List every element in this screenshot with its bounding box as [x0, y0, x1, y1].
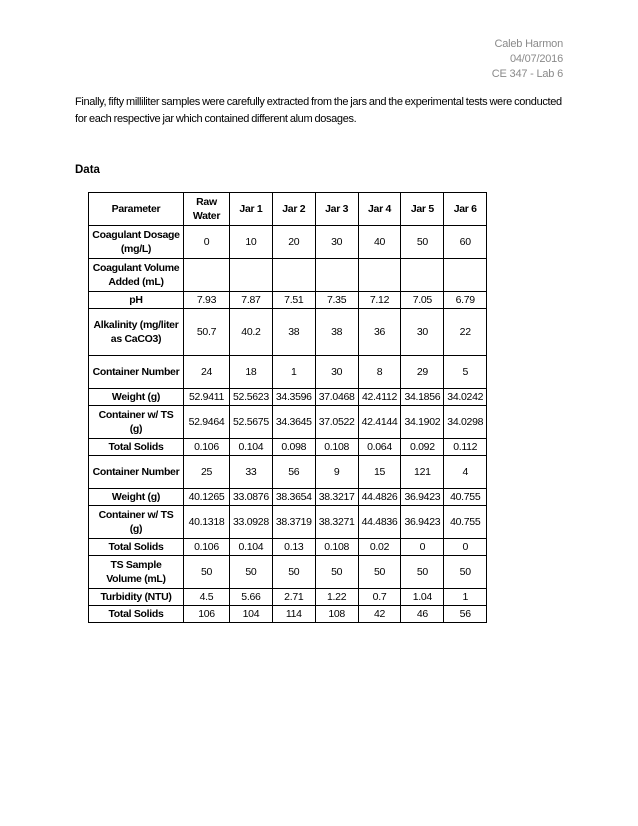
parameter-label: Coagulant Dosage (mg/L)	[89, 226, 184, 259]
value-cell: 33.0876	[230, 489, 273, 506]
value-cell: 56	[444, 606, 487, 623]
value-cell: 34.3645	[272, 406, 315, 439]
value-cell: 30	[315, 356, 358, 389]
value-cell: 37.0468	[315, 389, 358, 406]
value-cell: 0.108	[315, 539, 358, 556]
parameter-label: Total Solids	[89, 539, 184, 556]
value-cell: 60	[444, 226, 487, 259]
header-cell: Jar 6	[444, 193, 487, 226]
value-cell: 0.13	[272, 539, 315, 556]
value-cell: 10	[230, 226, 273, 259]
header-cell: Jar 2	[272, 193, 315, 226]
value-cell: 0	[401, 539, 444, 556]
value-cell: 52.9411	[184, 389, 230, 406]
value-cell: 7.12	[358, 292, 401, 309]
value-cell: 106	[184, 606, 230, 623]
data-table	[88, 192, 487, 623]
header-cell: Jar 4	[358, 193, 401, 226]
value-cell: 36.9423	[401, 506, 444, 539]
header-cell: Jar 3	[315, 193, 358, 226]
value-cell: 50	[401, 226, 444, 259]
value-cell: 38.3654	[272, 489, 315, 506]
value-cell	[444, 259, 487, 292]
value-cell: 52.5675	[230, 406, 273, 439]
value-cell: 0.098	[272, 439, 315, 456]
document-date: 04/07/2016	[509, 53, 563, 65]
value-cell: 4.5	[184, 589, 230, 606]
value-cell: 40.2	[230, 309, 273, 356]
value-cell: 46	[401, 606, 444, 623]
value-cell: 50	[401, 556, 444, 589]
value-cell	[184, 259, 230, 292]
value-cell: 0	[184, 226, 230, 259]
value-cell: 0.104	[230, 439, 273, 456]
value-cell: 30	[401, 309, 444, 356]
value-cell: 8	[358, 356, 401, 389]
value-cell: 4	[444, 456, 487, 489]
value-cell: 0.104	[230, 539, 273, 556]
parameter-label: Container Number	[89, 356, 184, 389]
value-cell: 50	[184, 556, 230, 589]
value-cell: 56	[272, 456, 315, 489]
parameter-label: TS Sample Volume (mL)	[89, 556, 184, 589]
value-cell: 7.05	[401, 292, 444, 309]
parameter-label: Container w/ TS (g)	[89, 406, 184, 439]
value-cell	[230, 259, 273, 292]
table-row	[89, 606, 487, 623]
value-cell: 0.106	[184, 439, 230, 456]
value-cell: 18	[230, 356, 273, 389]
value-cell: 52.9464	[184, 406, 230, 439]
header-cell: Parameter	[89, 193, 184, 226]
value-cell: 42	[358, 606, 401, 623]
value-cell: 33.0928	[230, 506, 273, 539]
value-cell: 1	[444, 589, 487, 606]
value-cell: 34.0242	[444, 389, 487, 406]
value-cell: 0.106	[184, 539, 230, 556]
parameter-label: Total Solids	[89, 439, 184, 456]
value-cell: 7.51	[272, 292, 315, 309]
table-header-row	[89, 193, 487, 226]
value-cell: 0	[444, 539, 487, 556]
table-row	[89, 309, 487, 356]
value-cell: 44.4836	[358, 506, 401, 539]
table-row	[89, 589, 487, 606]
value-cell: 15	[358, 456, 401, 489]
value-cell: 40	[358, 226, 401, 259]
value-cell: 42.4112	[358, 389, 401, 406]
value-cell: 25	[184, 456, 230, 489]
value-cell: 52.5623	[230, 389, 273, 406]
value-cell	[315, 259, 358, 292]
table-row	[89, 356, 487, 389]
value-cell: 50.7	[184, 309, 230, 356]
table-row	[89, 292, 487, 309]
parameter-label: pH	[89, 292, 184, 309]
value-cell: 1.22	[315, 589, 358, 606]
table-row	[89, 539, 487, 556]
value-cell: 104	[230, 606, 273, 623]
value-cell	[401, 259, 444, 292]
value-cell: 40.755	[444, 489, 487, 506]
value-cell: 0.02	[358, 539, 401, 556]
course-label: CE 347 - Lab 6	[491, 68, 563, 80]
value-cell: 7.87	[230, 292, 273, 309]
value-cell: 30	[315, 226, 358, 259]
table-row	[89, 506, 487, 539]
value-cell: 50	[444, 556, 487, 589]
value-cell: 34.1902	[401, 406, 444, 439]
table-row	[89, 389, 487, 406]
value-cell: 0.092	[401, 439, 444, 456]
value-cell: 5	[444, 356, 487, 389]
parameter-label: Alkalinity (mg/liter as CaCO3)	[89, 309, 184, 356]
value-cell: 2.71	[272, 589, 315, 606]
value-cell: 0.108	[315, 439, 358, 456]
value-cell: 36	[358, 309, 401, 356]
value-cell: 34.0298	[444, 406, 487, 439]
parameter-label: Container Number	[89, 456, 184, 489]
value-cell: 6.79	[444, 292, 487, 309]
value-cell: 0.064	[358, 439, 401, 456]
value-cell: 38	[272, 309, 315, 356]
value-cell: 40.1318	[184, 506, 230, 539]
value-cell: 34.1856	[401, 389, 444, 406]
table-row	[89, 259, 487, 292]
value-cell: 50	[315, 556, 358, 589]
value-cell: 0.112	[444, 439, 487, 456]
table-row	[89, 456, 487, 489]
value-cell: 5.66	[230, 589, 273, 606]
parameter-label: Coagulant Volume Added (mL)	[89, 259, 184, 292]
intro-paragraph: Finally, fifty milliliter samples were carefully extracted from the jars and the experimental tests were conducted for each respective jar which contained different alum dosages.	[75, 96, 562, 125]
parameter-label: Weight (g)	[89, 389, 184, 406]
table-row	[89, 406, 487, 439]
value-cell	[272, 259, 315, 292]
value-cell: 33	[230, 456, 273, 489]
parameter-label: Weight (g)	[89, 489, 184, 506]
value-cell: 24	[184, 356, 230, 389]
header-cell: Jar 1	[230, 193, 273, 226]
value-cell: 36.9423	[401, 489, 444, 506]
section-title-data: Data	[75, 164, 100, 176]
value-cell: 50	[358, 556, 401, 589]
header-cell: Raw Water	[184, 193, 230, 226]
value-cell: 38.3217	[315, 489, 358, 506]
value-cell: 7.93	[184, 292, 230, 309]
value-cell: 1.04	[401, 589, 444, 606]
parameter-label: Container w/ TS (g)	[89, 506, 184, 539]
value-cell: 50	[230, 556, 273, 589]
document-header	[492, 37, 563, 82]
value-cell: 29	[401, 356, 444, 389]
value-cell: 38	[315, 309, 358, 356]
value-cell: 50	[272, 556, 315, 589]
table-row	[89, 489, 487, 506]
value-cell: 114	[272, 606, 315, 623]
value-cell: 22	[444, 309, 487, 356]
value-cell	[358, 259, 401, 292]
value-cell: 20	[272, 226, 315, 259]
parameter-label: Turbidity (NTU)	[89, 589, 184, 606]
parameter-label: Total Solids	[89, 606, 184, 623]
value-cell: 0.7	[358, 589, 401, 606]
value-cell: 42.4144	[358, 406, 401, 439]
value-cell: 34.3596	[272, 389, 315, 406]
value-cell: 38.3271	[315, 506, 358, 539]
author-name: Caleb Harmon	[494, 38, 563, 50]
table-row	[89, 556, 487, 589]
value-cell: 1	[272, 356, 315, 389]
value-cell: 121	[401, 456, 444, 489]
value-cell: 7.35	[315, 292, 358, 309]
value-cell: 40.755	[444, 506, 487, 539]
value-cell: 38.3719	[272, 506, 315, 539]
table-row	[89, 439, 487, 456]
value-cell: 9	[315, 456, 358, 489]
value-cell: 44.4826	[358, 489, 401, 506]
value-cell: 40.1265	[184, 489, 230, 506]
value-cell: 37.0522	[315, 406, 358, 439]
header-cell: Jar 5	[401, 193, 444, 226]
table-row	[89, 226, 487, 259]
value-cell: 108	[315, 606, 358, 623]
